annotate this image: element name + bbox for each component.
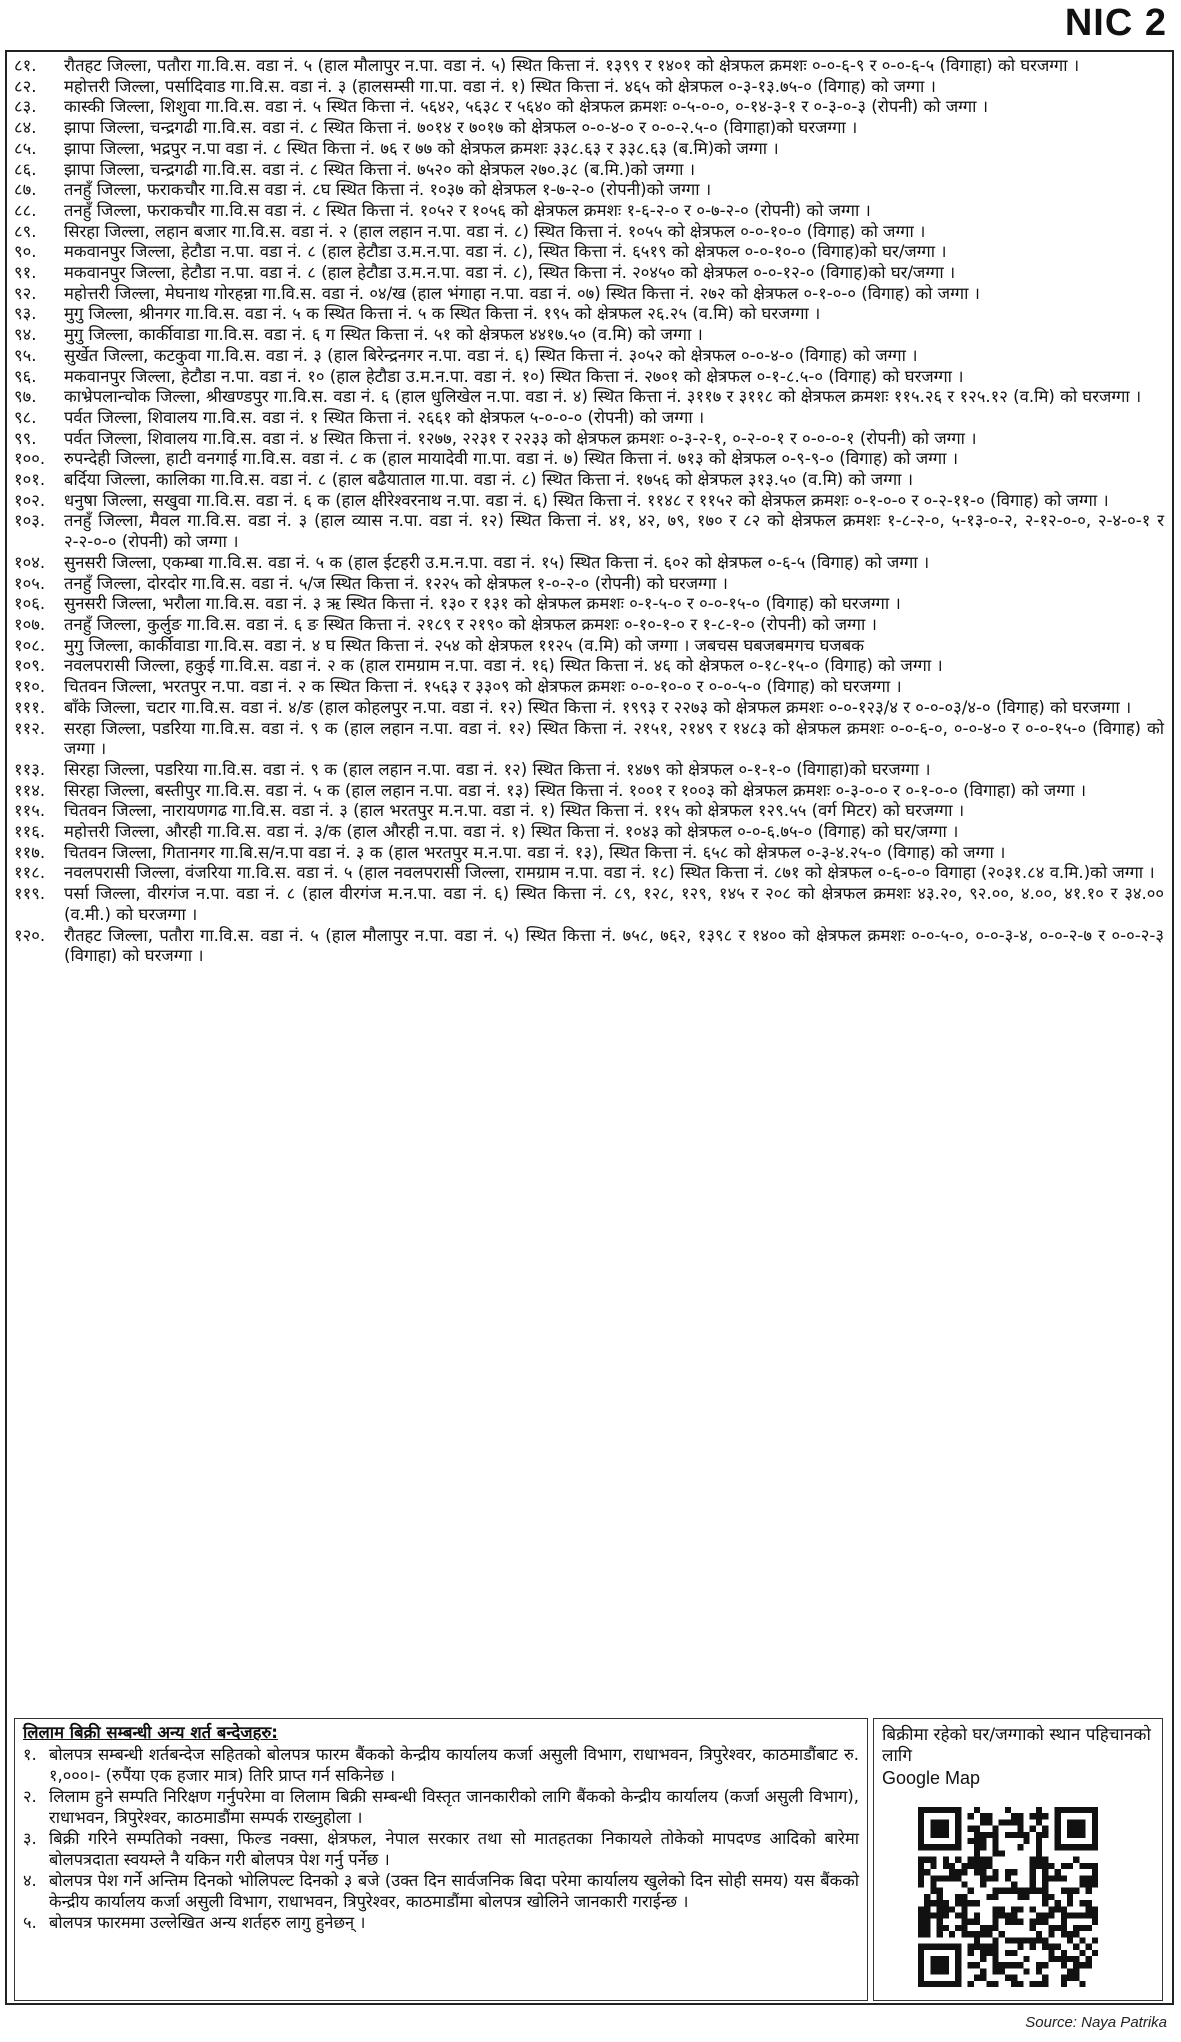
list-item (14, 801, 1164, 822)
page-header (0, 0, 1181, 46)
item-text: सुनसरी जिल्ला, भरौला गा.वि.स. वडा नं. ३ ऋ स्थित कित्ता नं. १३० र १३१ को क्षेत्रफल क्रमशः ०-१-५-० र ०-०-१५-० (विगाह) को घरजग्गा । (64, 594, 901, 614)
item-number: ११०. (14, 677, 46, 697)
item-number: ९२. (14, 283, 37, 303)
list-item (14, 408, 1164, 429)
list-item (14, 346, 1164, 367)
item-text: मकवानपुर जिल्ला, हेटौडा न.पा. वडा नं. ८ (हाल हेटौडा उ.म.न.पा. वडा नं. ८), स्थित कित्ता नं. ६५१९ को क्षेत्रफल ०-०-१०-० (विगाह)को घर/जग्गा । (64, 242, 947, 262)
list-item (14, 719, 1164, 760)
item-text: सुनसरी जिल्ला, एकम्बा गा.वि.स. वडा नं. ५ क (हाल ईटहरी उ.म.न.पा. वडा नं. १५) स्थित कित्ता नं. ६०२ को क्षेत्रफल ०-६-५ (विगाह) को जग्गा । (64, 552, 930, 572)
item-text: झापा जिल्ला, चन्द्रगढी गा.वि.स. वडा नं. ८ स्थित कित्ता नं. ७५२० को क्षेत्रफल २७०.३८ (ब.मि.)को जग्गा । (64, 159, 696, 179)
item-number: १०९. (14, 656, 46, 676)
item-number: ९४. (14, 325, 37, 345)
item-number: ९८. (14, 407, 37, 427)
list-item (14, 677, 1164, 698)
conditions-title: लिलाम बिक्री सम्बन्धी अन्य शर्त बन्देजहरु: (23, 1723, 278, 1742)
list-item (14, 325, 1164, 346)
item-text: काभ्रेपलान्चोक जिल्ला, श्रीखण्डपुर गा.वि.स. वडा नं. ६ (हाल धुलिखेल न.पा. वडा नं. ४) स्थित कित्ता नं. ३११७ र ३११८ को क्षेत्रफल क्रमशः ११५.२६ र १२५.१२ (व.मि) को घरजग्गा । (64, 387, 1142, 407)
item-text: तनहुँ जिल्ला, कुर्लुङ गा.वि.स. वडा नं. ६ ङ स्थित कित्ता नं. २१८९ र २१९० को क्षेत्रफल क्रमशः ०-१०-१-० र १-८-१-० (रोपनी) को जग्गा । (64, 614, 877, 634)
item-number: ११३. (14, 759, 46, 779)
item-number: ९९. (14, 428, 37, 448)
list-item (14, 449, 1164, 470)
list-item (14, 118, 1164, 139)
condition-number: ४. (23, 1871, 37, 1890)
item-number: ८३. (14, 97, 37, 117)
list-item (14, 926, 1164, 967)
condition-text: बोलपत्र पेश गर्ने अन्तिम दिनको भोलिपल्ट दिनको ३ बजे (उक्त दिन सार्वजनिक बिदा परेमा कार्यालय खुलेको दिन सोही समय) यस बैंकको केन्द्रीय कार्यालय कर्जा असुली विभाग, राधाभवन, त्रिपुरेश्वर, काठमाडौंमा बोलपत्र खोलिने जानकारी गराईन्छ । (49, 1871, 859, 1911)
item-number: ११४. (14, 780, 46, 800)
item-text: सिरहा जिल्ला, बस्तीपुर गा.वि.स. वडा नं. ५ क (हाल लहान न.पा. वडा नं. १३) स्थित कित्ता नं. १००१ र १००३ को क्षेत्रफल क्रमशः ०-३-०-० र ०-१-०-० (विगाहा) को जग्गा । (64, 780, 1087, 800)
item-text: मकवानपुर जिल्ला, हेटौडा न.पा. वडा नं. ८ (हाल हेटौडा उ.म.न.पा. वडा नं. ८), स्थित कित्ता नं. २०४५० को क्षेत्रफल ०-०-१२-० (विगाह)को घर/जग्गा । (64, 263, 956, 283)
item-text: महोत्तरी जिल्ला, मेघनाथ गोरहन्ना गा.वि.स. वडा नं. ०४/ख (हाल भंगाहा न.पा. वडा नं. ०७) स्थित कित्ता नं. २७२ को क्षेत्रफल ०-१-०-० (विगाह) को जग्गा । (64, 283, 980, 303)
list-item (14, 77, 1164, 98)
list-item (14, 553, 1164, 574)
item-number: १०३. (14, 511, 46, 531)
item-text: मुगु जिल्ला, कार्कीवाडा गा.वि.स. वडा नं. ६ ग स्थित कित्ता नं. ५१ को क्षेत्रफल ४४१७.५० (व.मि) को जग्गा । (64, 325, 703, 345)
item-text: चितवन जिल्ला, गितानगर गा.बि.स/न.पा वडा नं. ३ क (हाल भरतपुर म.न.पा. वडा नं. १३), स्थित कित्ता नं. ६५८ को क्षेत्रफल ०-३-४.२५-० (विगाह) को जग्गा । (64, 842, 1006, 862)
list-item (14, 139, 1164, 160)
condition-number: ३. (23, 1829, 37, 1848)
item-text: सिरहा जिल्ला, पडरिया गा.वि.स. वडा नं. ९ क (हाल लहान न.पा. वडा नं. १२) स्थित कित्ता नं. १४७९ को क्षेत्रफल ०-१-१-० (विगाहा)को घरजग्गा । (64, 759, 931, 779)
item-number: ११६. (14, 822, 46, 842)
item-text: कास्की जिल्ला, शिशुवा गा.वि.स. वडा नं. ५ स्थित कित्ता नं. ५६४२, ५६३८ र ५६४० को क्षेत्रफल क्रमशः ०-५-०-०, ०-१४-३-१ र ०-३-०-३ (रोपनी) को जग्गा । (64, 97, 989, 117)
item-number: ८८. (14, 200, 37, 220)
item-text: चितवन जिल्ला, भरतपुर न.पा. वडा नं. २ क स्थित कित्ता नं. १५६३ र ३३०९ को क्षेत्रफल क्रमशः ०-०-१०-० र ०-०-५-० (विगाह) को घरजग्गा । (64, 677, 902, 697)
condition-number: २. (23, 1787, 37, 1806)
condition-text: बोलपत्र फारममा उल्लेखित अन्य शर्तहरु लागु हुनेछन् । (49, 1913, 366, 1932)
item-text: मुगु जिल्ला, कार्कीवाडा गा.वि.स. वडा नं. ४ घ स्थित कित्ता नं. २५४ को क्षेत्रफल ११२५ (व.मि) को जग्गा । जबचस घबजबमगच घजबक (64, 635, 864, 655)
item-number: १०२. (14, 490, 46, 510)
list-item (14, 511, 1164, 552)
item-number: १०७. (14, 614, 46, 634)
item-number: ११५. (14, 801, 46, 821)
item-text: तनहुँ जिल्ला, दोरदोर गा.वि.स. वडा नं. ५/ज स्थित कित्ता नं. १२२५ को क्षेत्रफल १-०-२-० (रोपनी) को घरजग्गा । (64, 573, 728, 593)
item-text: तनहुँ जिल्ला, फराकचौर गा.वि.स वडा नं. ८घ स्थित कित्ता नं. १०३७ को क्षेत्रफल १-७-२-० (रोपनी)को जग्गा । (64, 180, 712, 200)
list-item (14, 843, 1164, 864)
list-item (14, 594, 1164, 615)
map-service-name: Google Map (882, 1768, 981, 1788)
list-item (14, 656, 1164, 677)
item-number: ९३. (14, 304, 37, 324)
list-item (14, 615, 1164, 636)
item-text: झापा जिल्ला, भद्रपुर न.पा वडा नं. ८ स्थित कित्ता नं. ७६ र ७७ को क्षेत्रफल क्रमशः ३३८.६३ र ३३८.६३ (ब.मि)को जग्गा । (64, 138, 779, 158)
item-text: तनहुँ जिल्ला, मैवल गा.वि.स. वडा नं. ३ (हाल व्यास न.पा. वडा नं. १२) स्थित कित्ता नं. ४१, ४२, ७९, १७० र ८२ को क्षेत्रफल क्रमशः १-८-२-०, ५-१३-०-२, २-१२-०-०, २-४-०-१ र २-२-०-० (रोपनी) को जग्गा । (64, 511, 1164, 552)
item-number: ११२. (14, 718, 46, 738)
item-text: धनुषा जिल्ला, सखुवा गा.वि.स. वडा नं. ६ क (हाल क्षीरेश्वरनाथ न.पा. वडा नं. ६) स्थित कित्ता नं. ११४८ र ११५२ को क्षेत्रफल क्रमशः ०-१-०-० र ०-२-११-० (विगाह) को जग्गा । (64, 490, 1109, 510)
list-item (14, 222, 1164, 243)
condition-number: ५. (23, 1913, 37, 1932)
item-number: ८५. (14, 138, 37, 158)
item-number: ९७. (14, 387, 37, 407)
item-number: ९१. (14, 263, 37, 283)
condition-item (23, 1912, 859, 1933)
item-number: ८४. (14, 118, 37, 138)
item-text: नवलपरासी जिल्ला, हकुई गा.वि.स. वडा नं. २ क (हाल रामग्राम न.पा. वडा नं. १६) स्थित कित्ता नं. ४६ को क्षेत्रफल ०-१८-१५-० (विगाह) को जग्गा । (64, 656, 943, 676)
item-text: सुर्खेत जिल्ला, कटकुवा गा.वि.स. वडा नं. ३ (हाल बिरेन्द्रनगर न.पा. वडा नं. ६) स्थित कित्ता नं. ३०५२ को क्षेत्रफल ०-०-४-० (विगाह) को जग्गा । (64, 345, 918, 365)
item-number: १११. (14, 697, 46, 717)
source-credit: Source: Naya Patrika (1025, 2014, 1167, 2031)
item-text: पर्सा जिल्ला, वीरगंज न.पा. वडा नं. ८ (हाल वीरगंज म.न.पा. वडा नं. ६) स्थित कित्ता नं. ८९, १२८, १२९, १४५ र २०८ को क्षेत्रफल क्रमशः ४३.२०, ९२.००, ४.००, ४१.१० र ३४.०० (व.मी.) को घरजग्गा । (64, 884, 1164, 924)
item-number: ८७. (14, 180, 37, 200)
item-text: महोत्तरी जिल्ला, पर्सादिवाड गा.वि.स. वडा नं. ३ (हालसम्सी गा.पा. वडा नं. १) स्थित कित्ता नं. ४६५ को क्षेत्रफल ०-३-१३.७५-० (विगाह) को जग्गा । (64, 76, 936, 96)
item-text: नवलपरासी जिल्ला, वंजरिया गा.वि.स. वडा नं. ५ (हाल नवलपरासी जिल्ला, रामग्राम न.पा. वडा नं. १८) स्थित कित्ता नं. ८७१ को क्षेत्रफल ०-६-०-० विगाहा (२०३१.८४ व.मि.)को जग्गा । (64, 863, 1155, 883)
auction-conditions-box (14, 1718, 868, 2001)
item-text: रुपन्देही जिल्ला, हाटी वनगाई गा.वि.स. वडा नं. ८ क (हाल मायादेवी गा.पा. वडा नं. ७) स्थित कित्ता नं. ७१३ को क्षेत्रफल ०-९-९-० (विगाह) को जग्गा । (64, 449, 958, 469)
notice-code: NIC 2 (1064, 2, 1167, 44)
item-text: रौतहट जिल्ला, पतौरा गा.वि.स. वडा नं. ५ (हाल मौलापुर न.पा. वडा नं. ५) स्थित कित्ता नं. १३९९ र १४०१ को क्षेत्रफल क्रमशः ०-०-६-९ र ०-०-६-५ (विगाहा) को घरजग्गा । (64, 56, 1080, 75)
condition-number: १. (23, 1745, 37, 1764)
item-text: पर्वत जिल्ला, शिवालय गा.वि.स. वडा नं. ४ स्थित कित्ता नं. १२७७, २२३१ र २२३३ को क्षेत्रफल क्रमशः ०-३-२-१, ०-२-०-१ र ०-०-०-१ (रोपनी) को जग्गा । (64, 428, 977, 448)
condition-item (23, 1744, 859, 1786)
list-item (14, 698, 1164, 719)
condition-text: लिलाम हुने सम्पति निरिक्षण गर्नुपरेमा वा लिलाम बिक्री सम्बन्धी विस्तृत जानकारीको लागि बैंकको केन्द्रीय कार्यालय (कर्जा असुली विभाग), राधाभवन, त्रिपुरेश्वर, काठमाडौंमा सम्पर्क राख्नुहोला । (49, 1787, 859, 1827)
list-item (14, 56, 1164, 77)
property-list (14, 56, 1164, 967)
list-item (14, 760, 1164, 781)
list-item (14, 884, 1164, 925)
list-item (14, 263, 1164, 284)
item-number: १०५. (14, 573, 46, 593)
condition-text: बोलपत्र सम्बन्धी शर्तबन्देज सहितको बोलपत्र फारम बैंकको केन्द्रीय कार्यालय कर्जा असुली विभाग, राधाभवन, त्रिपुरेश्वर, काठमाडौंबाट रु. १,०००।- (रुपैंया एक हजार मात्र) तिरि प्राप्त गर्न सकिनेछ । (49, 1745, 859, 1785)
item-number: ११९. (14, 884, 46, 904)
item-number: १००. (14, 449, 46, 469)
conditions-list (23, 1744, 859, 1933)
item-text: चितवन जिल्ला, नारायणगढ गा.वि.स. वडा नं. ३ (हाल भरतपुर म.न.पा. वडा नं. १) स्थित कित्ता नं. ११५ को क्षेत्रफल १२९.५५ (वर्ग मिटर) को घरजग्गा । (64, 801, 965, 821)
item-text: पर्वत जिल्ला, शिवालय गा.वि.स. वडा नं. १ स्थित कित्ता नं. २६६१ को क्षेत्रफल ५-०-०-० (रोपनी) को जग्गा । (64, 407, 705, 427)
list-item (14, 180, 1164, 201)
item-text: महोत्तरी जिल्ला, औरही गा.वि.स. वडा नं. ३/क (हाल औरही न.पा. वडा नं. १) स्थित कित्ता नं. १०४३ को क्षेत्रफल ०-०-६.७५-० (विगाह) को घर/जग्गा । (64, 822, 959, 842)
item-number: ९६. (14, 366, 37, 386)
condition-item (23, 1786, 859, 1828)
list-item (14, 429, 1164, 450)
list-item (14, 367, 1164, 388)
list-item (14, 387, 1164, 408)
item-text: बाँके जिल्ला, चटार गा.वि.स. वडा नं. ४/ङ (हाल कोहलपुर न.पा. वडा नं. १२) स्थित कित्ता नं. १९९३ र २२७३ को क्षेत्रफल क्रमशः ०-०-१२३/४ र ०-०-०३/४-० (विगाह) को घरजग्गा । (64, 697, 1132, 717)
item-text: मुगु जिल्ला, श्रीनगर गा.वि.स. वडा नं. ५ क स्थित कित्ता नं. ५ क स्थित कित्ता नं. १९५ को क्षेत्रफल २६.२५ (व.मि) को घरजग्गा । (64, 304, 821, 324)
item-number: ११८. (14, 863, 46, 883)
qr-code-icon[interactable] (918, 1807, 1098, 1987)
list-item (14, 284, 1164, 305)
list-item (14, 160, 1164, 181)
map-label: बिक्रीमा रहेको घर/जग्गाको स्थान पहिचानको लागि (882, 1725, 1151, 1766)
item-number: १०८. (14, 635, 46, 655)
item-text: रौतहट जिल्ला, पतौरा गा.वि.स. वडा नं. ५ (हाल मौलापुर न.पा. वडा नं. ५) स्थित कित्ता नं. ७५८, ७६२, १३९८ र १४०० को क्षेत्रफल क्रमशः ०-०-५-०, ०-०-३-४, ०-०-२-७ र ०-०-२-३ (विगाहा) को घरजग्गा । (64, 925, 1164, 966)
item-number: ८२. (14, 76, 37, 96)
item-number: ८६. (14, 159, 37, 179)
map-qr-box (873, 1718, 1163, 2001)
list-item (14, 242, 1164, 263)
item-number: १२०. (14, 925, 46, 945)
item-text: मकवानपुर जिल्ला, हेटौडा न.पा. वडा नं. १० (हाल हेटौडा उ.म.न.पा. वडा नं. १०) स्थित कित्ता नं. २७०१ को क्षेत्रफल ०-१-८.५-० (विगाह) को घरजग्गा । (64, 366, 964, 386)
list-item (14, 574, 1164, 595)
item-number: १०६. (14, 594, 46, 614)
item-number: ८१. (14, 56, 37, 75)
item-number: १०१. (14, 470, 46, 490)
list-item (14, 304, 1164, 325)
condition-item (23, 1870, 859, 1912)
list-item (14, 863, 1164, 884)
condition-text: बिक्री गरिने सम्पतिको नक्सा, फिल्ड नक्सा, क्षेत्रफल, नेपाल सरकार तथा सो मातहतका निकायले तोकेको मापदण्ड आदिको बारेमा बोलपत्रदाता स्वयम्ले नै यकिन गरी बोलपत्र पेश गर्नु पर्नेछ । (49, 1829, 859, 1869)
item-text: तनहुँ जिल्ला, फराकचौर गा.वि.स वडा नं. ८ स्थित कित्ता नं. १०५२ र १०५६ को क्षेत्रफल क्रमशः १-६-२-० र ०-७-२-० (रोपनी) को जग्गा । (64, 200, 871, 220)
item-number: ८९. (14, 221, 37, 241)
item-text: सरहा जिल्ला, पडरिया गा.वि.स. वडा नं. ९ क (हाल लहान न.पा. वडा नं. १२) स्थित कित्ता नं. २१५१, २१४९ र १४८३ को क्षेत्रफल क्रमशः ०-०-६-०, ०-०-४-० र ०-०-१५-० (विगाह) को जग्गा । (64, 718, 1164, 759)
item-text: सिरहा जिल्ला, लहान बजार गा.वि.स. वडा नं. २ (हाल लहान न.पा. वडा नं. ८) स्थित कित्ता नं. १०५५ को क्षेत्रफल ०-०-१०-० (विगाह) को जग्गा । (64, 221, 926, 241)
list-item (14, 781, 1164, 802)
item-text: बर्दिया जिल्ला, कालिका गा.वि.स. वडा नं. ८ (हाल बढैयाताल गा.पा. वडा नं. ८) स्थित कित्ता नं. १७५६ को क्षेत्रफल ३१३.५० (व.मि) को जग्गा । (64, 470, 914, 490)
list-item (14, 636, 1164, 657)
list-item (14, 491, 1164, 512)
item-text: झापा जिल्ला, चन्द्रगढी गा.वि.स. वडा नं. ८ स्थित कित्ता नं. ७०१४ र ७०१७ को क्षेत्रफल ०-०-४-० र ०-०-२.५-० (विगाहा)को घरजग्गा । (64, 118, 858, 138)
item-number: ९५. (14, 345, 37, 365)
list-item (14, 201, 1164, 222)
item-number: ९०. (14, 242, 37, 262)
item-number: ११७. (14, 842, 46, 862)
list-item (14, 470, 1164, 491)
list-item (14, 97, 1164, 118)
condition-item (23, 1828, 859, 1870)
item-number: १०४. (14, 552, 46, 572)
list-item (14, 822, 1164, 843)
